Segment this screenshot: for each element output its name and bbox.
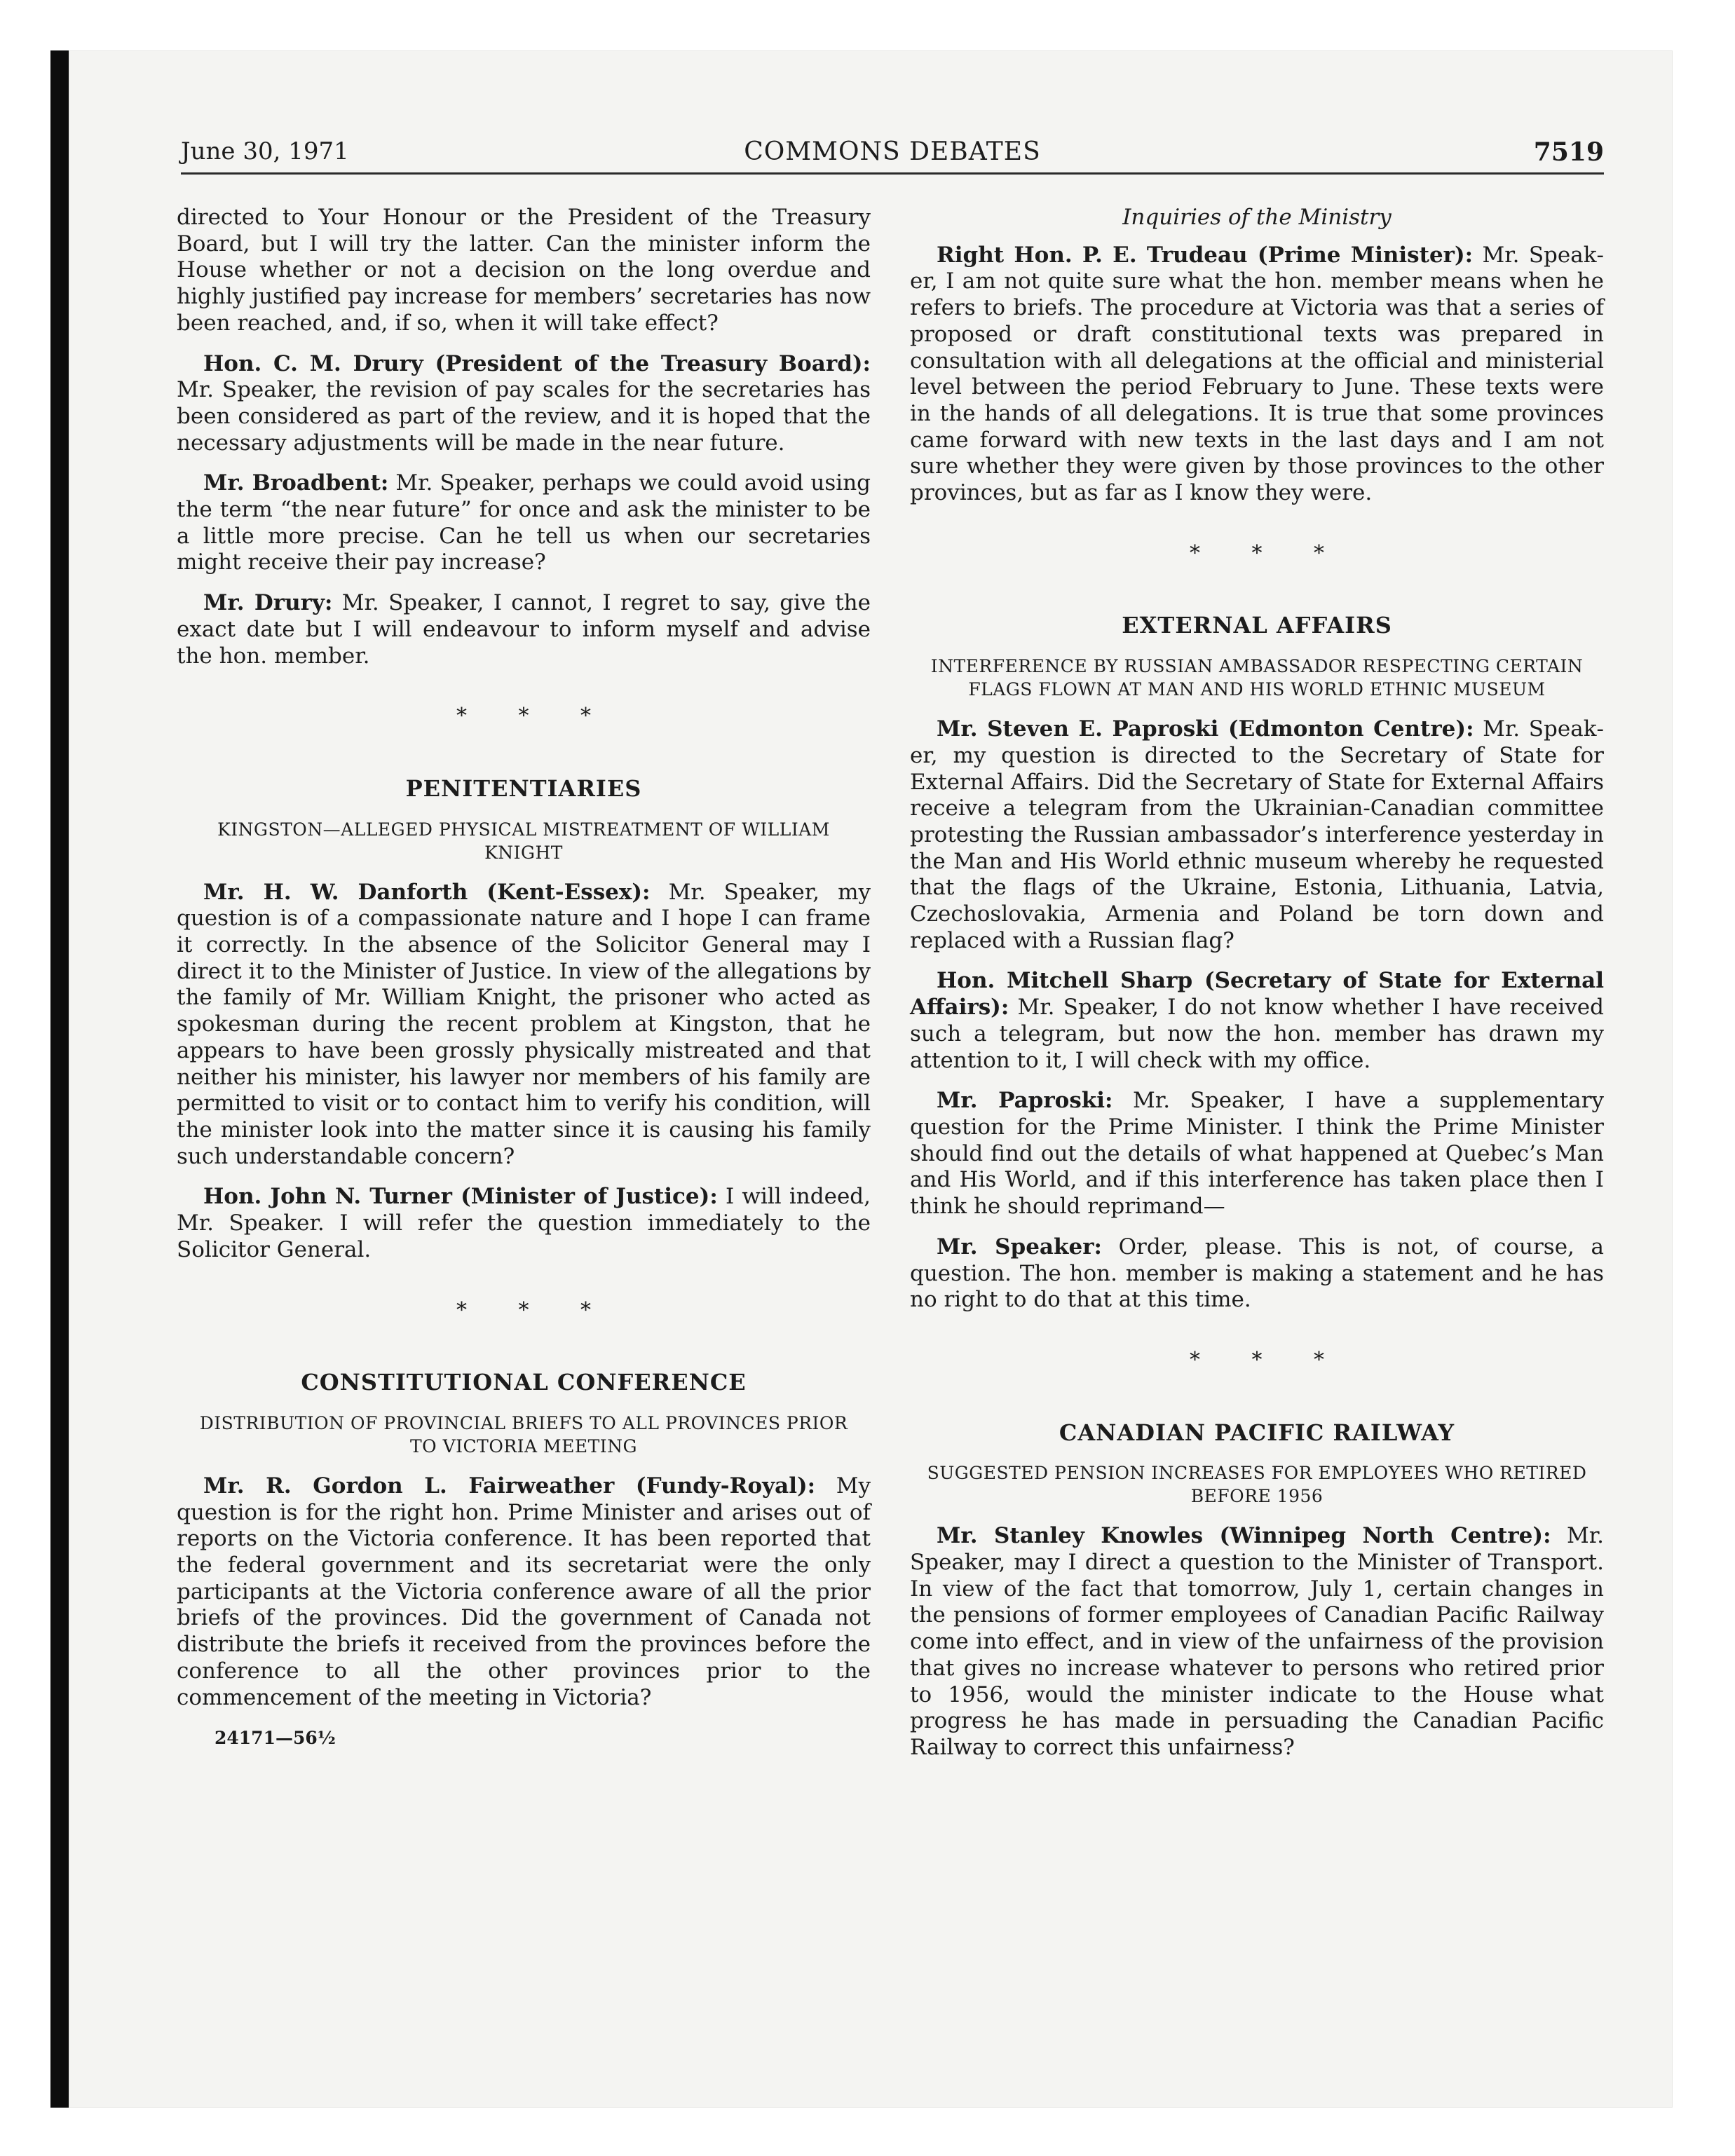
running-head: Inquiries of the Ministry — [1122, 205, 1392, 230]
speaker-name: Mr. H. W. Danforth (Kent-Essex): — [203, 879, 651, 905]
paragraph — [177, 880, 871, 1171]
section-heading: EXTERNAL AFFAIRS — [1122, 612, 1392, 639]
header-page-number: 7519 — [1533, 137, 1604, 167]
paragraph — [910, 243, 1604, 507]
section-separator: * * * — [1189, 1347, 1347, 1372]
paragraph-text: Mr. Speaker, may I direct a question to the Minister of Transport. In view of the fact that tomorrow, July 1, certain changes in the pensions of former employees of Canadian Pacific Railway come into effect, and in view of the unfairness of the provision that gives no increase whatever to persons who retired prior to 1956, would the minister indicate to the House what progress he has made in persuading the Canadian Pacific Railway to correct this unfairness? — [910, 1523, 1604, 1760]
paragraph-text: Mr. Speaker, I have a supplementary question for the Prime Minister. I think the Prime Minister should find out the details of what happened at Quebec’s Man and His World, and if this interference has taken place then I think he should reprimand— — [910, 1088, 1604, 1220]
speaker-name: Hon. John N. Turner (Minister of Justice): — [203, 1184, 718, 1210]
paragraph — [177, 590, 871, 669]
paragraph — [910, 1234, 1604, 1314]
section-heading: CONSTITUTIONAL CONFERENCE — [301, 1369, 747, 1396]
paragraph-text: Mr. Speaker, my question is directed to the Secretary of State for External Affairs. Did the Secretary of State for External Affairs receive a telegram from the Ukrainian-Canadian committee protesting the Russian ambassador’s interference yesterday in the Man and His World ethnic museum whereby he requested that the flags of the Ukraine, Estonia, Lithuania, Latvia, Czechoslovakia, Armenia and Poland be torn down and replaced with a Russian flag? — [910, 716, 1604, 953]
paragraph-text: Mr. Speaker, I cannot, I regret to say, give the exact date but I will endeavour to inform myself and advise the hon. member. — [177, 590, 871, 669]
speaker-name: Mr. Steven E. Paproski (Edmonton Centre): — [937, 716, 1474, 742]
paragraph-text: I will indeed, Mr. Speaker. I will refer the question immediately to the Solicitor General. — [177, 1184, 871, 1262]
section-separator: * * * — [456, 704, 614, 729]
paragraph — [910, 1523, 1604, 1761]
speaker-name: Hon. C. M. Drury (President of the Treasury Board): — [203, 350, 871, 376]
header-rule — [181, 172, 1604, 175]
speaker-name: Hon. Mitchell Sharp (Secretary of State for External Affairs): — [910, 968, 1604, 1021]
speaker-name: Mr. Stanley Knowles (Winnipeg North Centre): — [937, 1523, 1551, 1549]
paragraph-text: directed to Your Honour or the President of the Treasury Board, but I will try the latter. Can the minister inform the House whether or not a decision on the long overdue and highly justified pay increase for members’ secretaries has now been reached, and, if so, when it will take effect? — [177, 205, 871, 336]
paragraph — [177, 351, 871, 457]
paragraph-text: Mr. Speaker, perhaps we could avoid using the term “the near future” for once and ask the minister to be a little more precise. Can he tell us when our secretaries might receive their pay increase? — [177, 470, 871, 575]
page-header — [181, 137, 1604, 174]
speaker-name: Mr. R. Gordon L. Fairweather (Fundy-Royal): — [203, 1473, 816, 1499]
paragraph — [910, 968, 1604, 1074]
paragraph — [177, 470, 871, 576]
speaker-name: Mr. Drury: — [203, 590, 333, 616]
section-heading: PENITENTIARIES — [405, 775, 642, 802]
speaker-name: Mr. Broadbent: — [203, 470, 389, 496]
section-subheading: SUGGESTED PENSION INCREASES FOR EMPLOYEES WHO RETIRED BEFORE 1956 — [927, 1463, 1587, 1507]
paragraph — [910, 1088, 1604, 1220]
header-title: COMMONS DEBATES — [744, 137, 1041, 166]
header-date: June 30, 1971 — [181, 137, 349, 165]
paragraph-text: Order, please. This is not, of course, a question. The hon. member is making a statement and he has no right to do that at this time. — [910, 1234, 1604, 1313]
section-separator: * * * — [456, 1297, 614, 1323]
paragraph — [177, 205, 871, 337]
left-column — [177, 205, 871, 1752]
speaker-name: Mr. Paproski: — [937, 1088, 1113, 1114]
paragraph — [177, 1184, 871, 1263]
paragraph — [177, 1473, 871, 1711]
section-subheading: DISTRIBUTION OF PROVINCIAL BRIEFS TO ALL PROVINCES PRIOR TO VICTORIA MEETING — [199, 1412, 848, 1456]
scan-edge-bar — [50, 50, 69, 2108]
speaker-name: Mr. Speaker: — [937, 1234, 1102, 1260]
paragraph — [910, 716, 1604, 954]
print-code: 24171—56½ — [215, 1728, 336, 1749]
section-heading: CANADIAN PACIFIC RAILWAY — [1059, 1419, 1455, 1446]
paragraph-text: Mr. Speaker, I am not quite sure what the hon. member means when he refers to briefs. The procedure at Victoria was that a series of proposed or draft constitutional texts was prepared in consultation with all delegations at the official and ministerial level between the period February to June. These texts were in the hands of all delegations. It is true that some provinces came forward with new texts in the last days and I am not sure whether they were given by those provinces to the other provinces, but as far as I know they were. — [910, 242, 1604, 506]
speaker-name: Right Hon. P. E. Trudeau (Prime Minister): — [937, 242, 1474, 268]
paragraph-text: Mr. Speaker, my question is of a compassionate nature and I hope I can frame it correctly. In the absence of the Solicitor General may I direct it to the Minister of Justice. In view of the allegations by the family of Mr. William Knight, the prisoner who acted as spokesman during the recent problem at Kingston, that he appears to have been grossly physically mistreated and that neither his minister, his lawyer nor members of his family are permitted to visit or to contact him to verify his condition, will the minister look into the matter since it is causing his family such understandable concern? — [177, 879, 871, 1169]
section-separator: * * * — [1189, 540, 1347, 566]
paragraph-text: My question is for the right hon. Prime Minister and arises out of reports on the Victoria conference. It has been reported that the federal government and its secretariat were the only participants at the Victoria conference aware of all the prior briefs of the provinces. Did the government of Canada not distribute the briefs it received from the provinces before the conference to all the other provinces prior to the commencement of the meeting in Victoria? — [177, 1473, 871, 1710]
right-column — [910, 205, 1604, 1775]
section-subheading: INTERFERENCE BY RUSSIAN AMBASSADOR RESPECTING CERTAIN FLAGS FLOWN AT MAN AND HIS WORLD ETHNIC MUSEUM — [930, 656, 1584, 700]
paragraph-text: Mr. Speaker, I do not know whether I have received such a telegram, but now the hon. member has drawn my attention to it, I will check with my office. — [910, 995, 1604, 1073]
section-subheading: KINGSTON—ALLEGED PHYSICAL MISTREATMENT OF WILLIAM KNIGHT — [217, 819, 830, 863]
paragraph-text: Mr. Speaker, the revision of pay scales for the secretaries has been considered as part of the review, and it is hoped that the necessary adjustments will be made in the near future. — [177, 377, 871, 456]
